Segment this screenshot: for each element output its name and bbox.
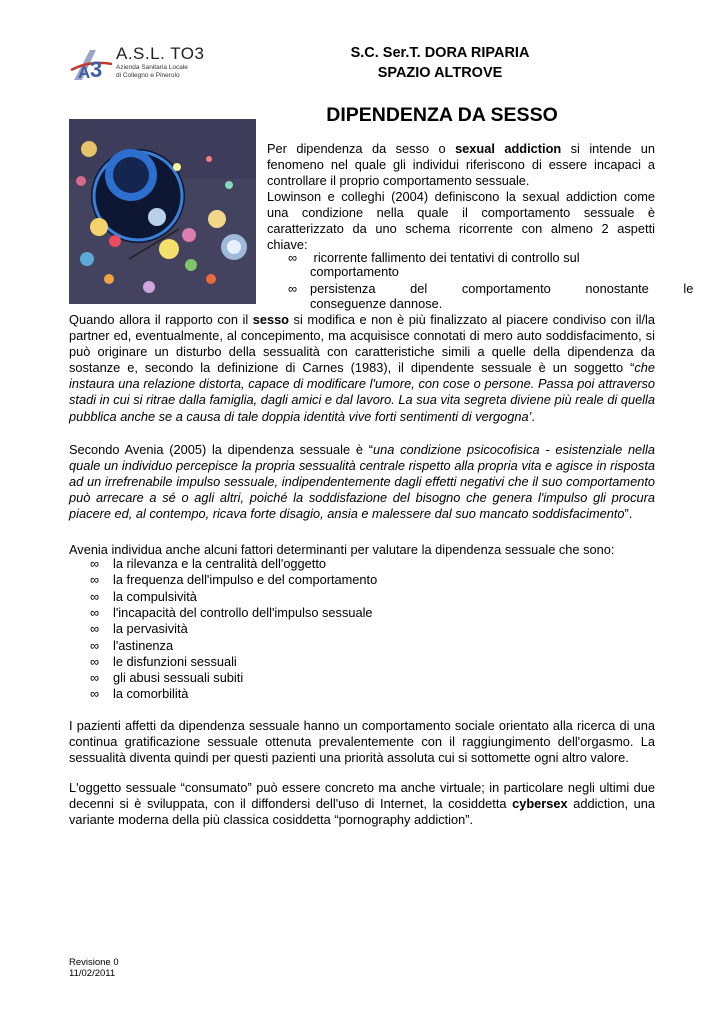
factor-label: la compulsività [113, 588, 197, 604]
footer-revision: Revisione 0 [69, 957, 119, 968]
infinity-bullet-icon: ∞ [90, 637, 100, 653]
logo-sub2: di Collegno e Pinerolo [116, 71, 180, 79]
intro-p1-text: Per dipendenza da sesso o [267, 141, 456, 156]
logo-sub1: Azienda Sanitaria Locale [116, 64, 188, 71]
footer [69, 957, 119, 979]
aspect1-line1: ricorrente fallimento dei tentativi di controllo sul [310, 250, 580, 265]
paragraph-quando [69, 312, 655, 425]
factor-label: la pervasività [113, 621, 188, 637]
infinity-bullet-icon: ∞ [288, 281, 298, 296]
svg-text:3: 3 [90, 57, 103, 82]
paragraph-avenia [69, 442, 655, 522]
header-line2: SPAZIO ALTROVE [377, 65, 503, 81]
circles-painting-image [69, 119, 256, 304]
avenia-text: Secondo Avenia (2005) la dipendenza sessuale è “ [69, 442, 373, 457]
infinity-bullet-icon: ∞ [90, 604, 100, 620]
page-title: DIPENDENZA DA SESSO [326, 104, 558, 126]
oggetto-text: L'oggetto sessuale “consumato” può essere concreto ma anche virtuale; in particolare negli ultimi due decenni si è sviluppata, con il diffondersi dell'uso di Internet, la cosiddetta [69, 780, 655, 812]
factor-label: gli abusi sessuali subiti [113, 670, 244, 686]
intro-paragraph-2: Lowinson e colleghi (2004) definiscono la sexual addiction come una condizione nella quale il comportamento sessuale è caratterizzato da uno schema ricorrente con almeno 2 aspetti chiave: [267, 189, 655, 253]
aspect2-line2: conseguenze dannose. [310, 296, 443, 311]
header-line1: S.C. Ser.T. DORA RIPARIA [350, 45, 530, 61]
quando-text: Quando allora il rapporto con il [69, 312, 253, 327]
quando-bold: sesso [252, 312, 290, 327]
paragraph-pazienti: I pazienti affetti da dipendenza sessuale hanno un comportamento sociale orientato alla ricerca di una continua gratificazione sessuale ottenuta prevalentemente con il raggiungimento dell'orgasmo. La sessualità diventa quindi per questi pazienti una priorità assoluta cui si sottomette ogni altro valore. [69, 718, 655, 766]
quando-middle: si modifica e non è più finalizzato al piacere condiviso con il/la partner ed, eventualmente, al concepimento, ma acquisisce connotati di mero auto soddisfacimento, si può originare un disturbo della sessualità con caratteristiche simili a quelle della dipendenza da sostanze e, secondo la definizione di Carnes (1983), il dipendente sessuale è un soggetto “ [69, 312, 655, 376]
intro-p1-bold: sexual addiction [455, 141, 562, 156]
svg-text:A: A [78, 63, 91, 82]
aspect2-line1: persistenza del comportamento nonostante le [310, 281, 694, 296]
infinity-bullet-icon: ∞ [90, 572, 100, 588]
infinity-bullet-icon: ∞ [90, 670, 100, 686]
factor-label: la frequenza dell'impulso e del comportamento [113, 572, 378, 588]
infinity-bullet-icon: ∞ [90, 686, 100, 702]
kandinsky-painting [69, 119, 256, 304]
paragraph-oggetto [69, 780, 655, 828]
infinity-bullet-icon: ∞ [90, 653, 100, 669]
aspect1-line2: comportamento [310, 264, 399, 279]
quando-quote: che instaura una relazione distorta, capace di modificare l'umore, con cose o persone. Passa poi attraverso stadi in cui si ritrae dalla famiglia, dagli amici e dal lavoro. La sua vita segreta diviene più reale di quella pubblica anche se a causa di tale doppia identità vive forti sentimenti di vergogna’ [69, 360, 655, 424]
avenia-quote: una condizione psicocofisica - esistenziale nella quale un individuo percepisce la propria sessualità centrale rispetto alla propria vita e agisce in risposta ad un irrefrenabile impulso sessuale, indipendentemente dagli effetti negativi che il suo comportamento può arrecare a sé o agli altri, poiché la soddisfazione del bisogno che genera l'impulso gli procura piacere ed, al contempo, ricava forte disagio, ansia e malessere dal suo mancato soddisfacimento [69, 442, 655, 522]
intro-paragraph-1 [267, 141, 655, 189]
intro-p1-after: si intende un fenomeno nel quale gli individui riferiscono di essere incapaci a controllare il proprio comportamento sessuale. [267, 141, 655, 189]
asl-logo [70, 44, 210, 86]
factor-label: la rilevanza e la centralità dell'oggetto [113, 556, 327, 571]
factor-label: l'incapacità del controllo dell'impulso sessuale [113, 604, 373, 620]
infinity-bullet-icon: ∞ [90, 556, 100, 571]
footer-date: 11/02/2011 [69, 968, 116, 979]
infinity-bullet-icon: ∞ [90, 621, 100, 637]
oggetto-after: addiction, una variante moderna della più classica cosiddetta “pornography addiction”. [69, 796, 655, 828]
factor-label: l'astinenza [113, 637, 174, 653]
avenia-after: ”. [624, 506, 633, 522]
factors-intro: Avenia individua anche alcuni fattori determinanti per valutare la dipendenza sessuale che sono: [69, 542, 615, 557]
infinity-bullet-icon: ∞ [90, 588, 100, 604]
infinity-bullet-icon: ∞ [288, 250, 298, 265]
factor-label: le disfunzioni sessuali [113, 653, 237, 669]
factor-label: la comorbilità [113, 686, 189, 702]
logo-name: A.S.L. TO3 [116, 44, 205, 63]
asl-logo-mark-icon [70, 44, 116, 84]
oggetto-bold: cybersex [512, 796, 568, 812]
quando-after: . [531, 408, 535, 424]
